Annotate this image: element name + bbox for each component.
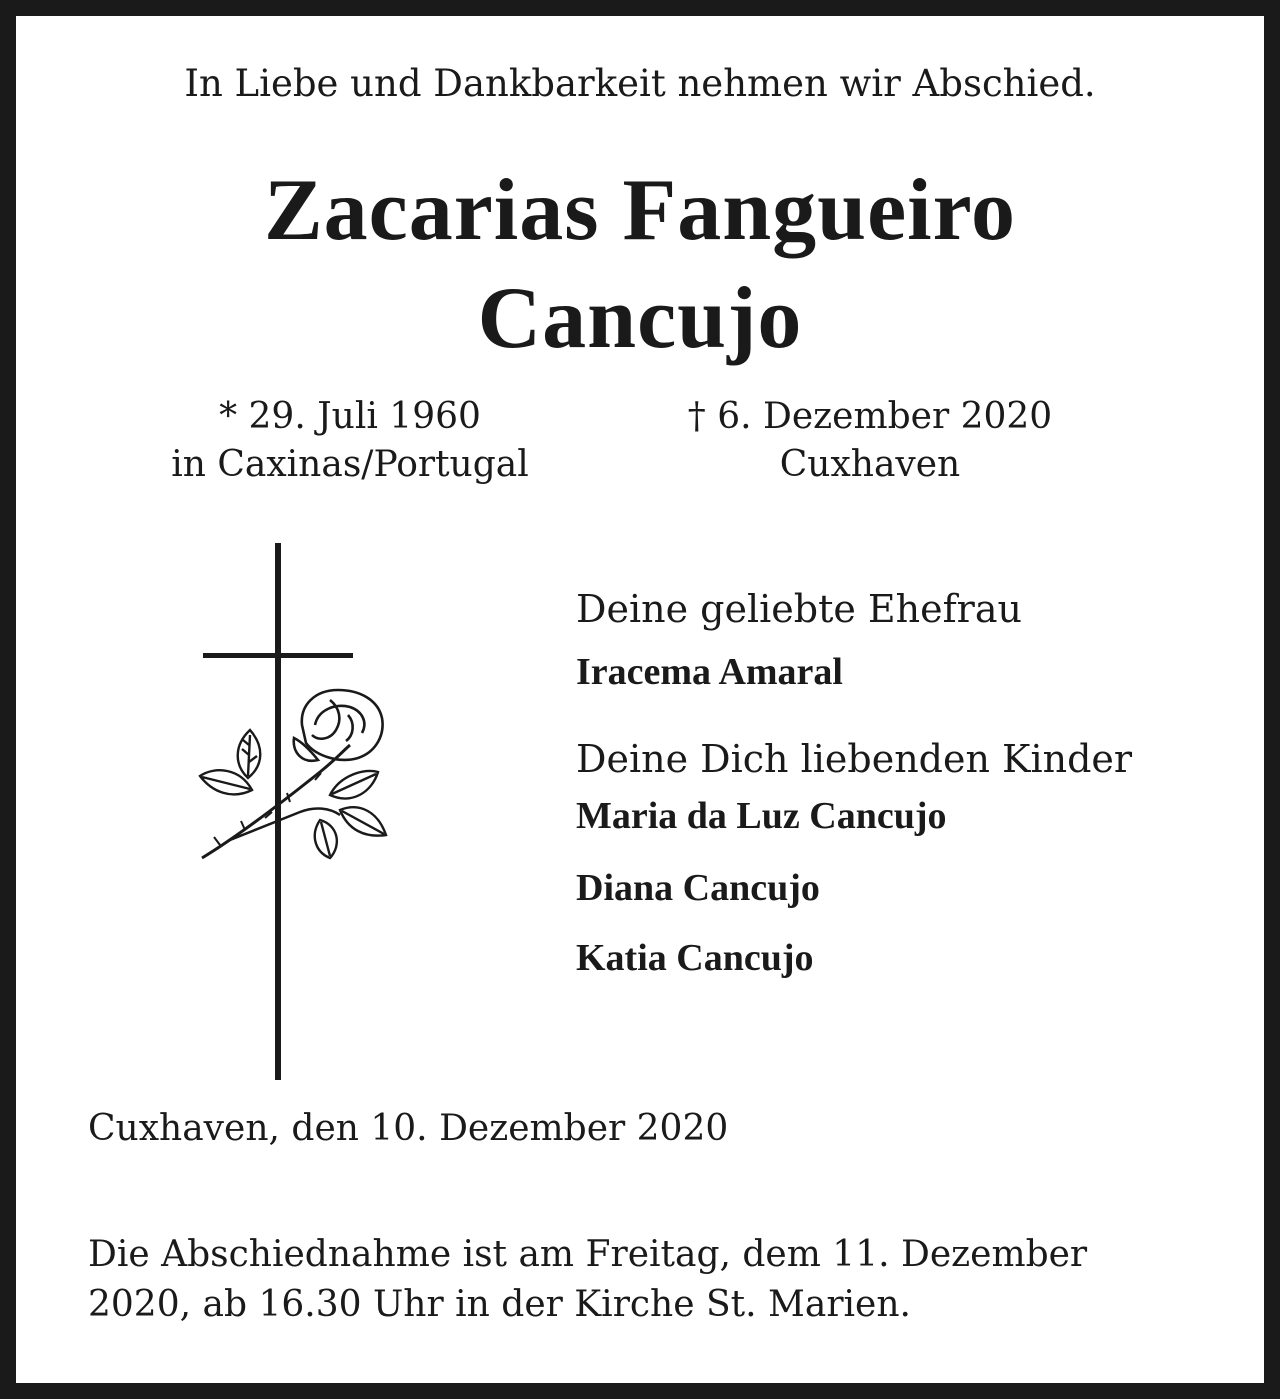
mourners-list (576, 584, 1236, 980)
spouse-label: Deine geliebte Ehefrau (576, 587, 1022, 631)
child-name: Katia Cancujo (576, 937, 814, 979)
deceased-name-line1: Zacarias Fangueiro (263, 162, 1017, 259)
intro-text: In Liebe und Dankbarkeit nehmen wir Abschied. (184, 62, 1096, 105)
children-names (576, 794, 1236, 980)
child-name: Maria da Luz Cancujo (576, 795, 947, 837)
place-and-date: Cuxhaven, den 10. Dezember 2020 (88, 1108, 729, 1149)
farewell-info (88, 1230, 1208, 1330)
children-label: Deine Dich liebenden Kinder (576, 737, 1133, 781)
death-place: Cuxhaven (779, 444, 961, 485)
deceased-name-line2: Cancujo (477, 270, 803, 367)
farewell-line-2: 2020, ab 16.30 Uhr in der Kirche St. Marien. (88, 1284, 911, 1325)
child-name: Diana Cancujo (576, 867, 820, 909)
spouse-name: Iracema Amaral (576, 651, 843, 693)
death-info (650, 393, 1090, 489)
birth-info (130, 393, 570, 489)
birth-date: * 29. Juli 1960 (219, 396, 481, 437)
death-date: † 6. Dezember 2020 (687, 396, 1053, 437)
birth-place: in Caxinas/Portugal (171, 444, 529, 485)
cross-with-rose-icon (190, 540, 400, 1085)
farewell-line-1: Die Abschiednahme ist am Freitag, dem 11. Dezember (88, 1234, 1088, 1275)
